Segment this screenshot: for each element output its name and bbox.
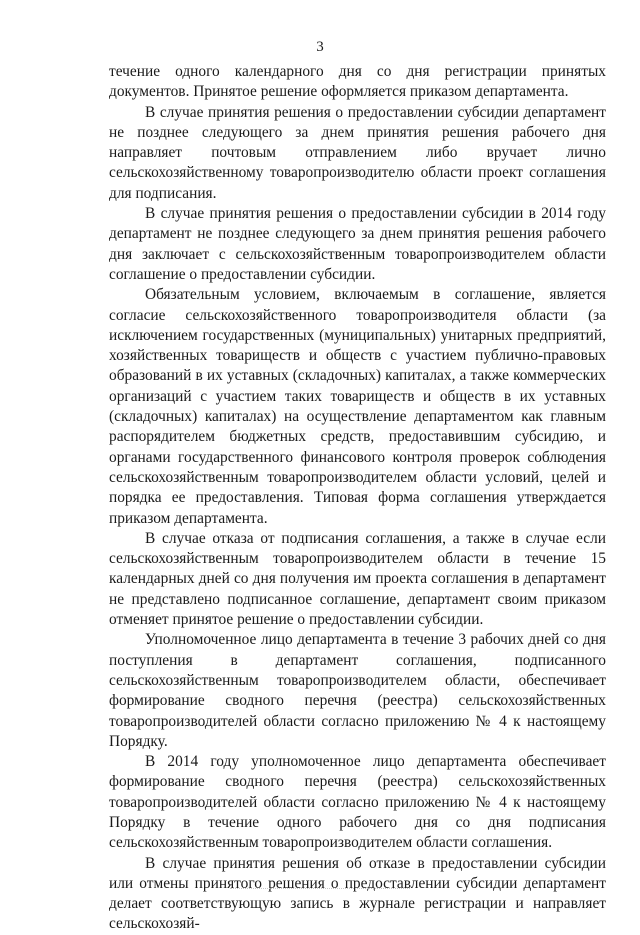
- page-number: 3: [316, 39, 324, 55]
- paragraph-8: В случае принятия решения об отказе в предоставлении субсидии или отмены принятого решения о предоставлении субсидии департамент делает соответствующую запись в журнале регистрации и направляет сельскохозяй-: [109, 854, 606, 933]
- paragraph-4: Обязательным условием, включаемым в соглашение, является согласие сельскохозяйственного товаропроизводителя области (за исключением государственных (муниципальных) унитарных предприятий, хозяйственных товариществ и обществ с участием публично-правовых образований в их уставных (складочных) капиталах, а также коммерческих организаций с участием таких товариществ и обществ в их уставных (складочных) капиталах) на осуществление департаментом как главным распорядителем бюджетных средств, предоставившим субсидию, и органами государственного финансового контроля проверок соблюдения сельскохозяйственным товаропроизводителем области условий, целей и порядка ее предоставления. Типовая форма соглашения утверждается приказом департамента.: [109, 286, 606, 527]
- paragraph-1: течение одного календарного дня со дня регистрации принятых документов. Принятое решение оформляется приказом департамента.: [109, 63, 606, 101]
- paragraph-6: Уполномоченное лицо департамента в течение 3 рабочих дней со дня поступления в департамент соглашения, подписанного сельскохозяйственным товаропроизводителем области, обеспечивает формирование сводного перечня (реестра) сельскохозяйственных товаропроизводителей области согласно приложению № 4 к настоящему Порядку.: [109, 631, 606, 750]
- page-bottom-divider: [230, 888, 410, 890]
- paragraph-7: В 2014 году уполномоченное лицо департамента обеспечивает формирование сводного перечня (реестра) сельскохозяйственных товаропроизводителей области согласно приложению № 4 к настоящему Порядку в течение одного рабочего дня со дня подписания сельскохозяйственным товаропроизводителем области соглашения.: [109, 753, 606, 852]
- document-body: [109, 62, 606, 935]
- paragraph-2: В случае принятия решения о предоставлении субсидии департамент не позднее следующего за днем принятия решения рабочего дня направляет почтовым отправлением либо вручает лично сельскохозяйственному товаропроизводителю области проект соглашения для подписания.: [109, 103, 606, 202]
- paragraph-3: В случае принятия решения о предоставлении субсидии в 2014 году департамент не позднее следующего за днем принятия решения рабочего дня заключает с сельскохозяйственным товаропроизводителем области соглашение о предоставлении субсидии.: [109, 205, 606, 283]
- paragraph-5: В случае отказа от подписания соглашения, а также в случае если сельскохозяйственным товаропроизводителем области в течение 15 календарных дней со дня получения им проекта соглашения в департамент не представлено подписанное соглашение, департамент своим приказом отменяет принятое решение о предоставлении субсидии.: [109, 529, 606, 629]
